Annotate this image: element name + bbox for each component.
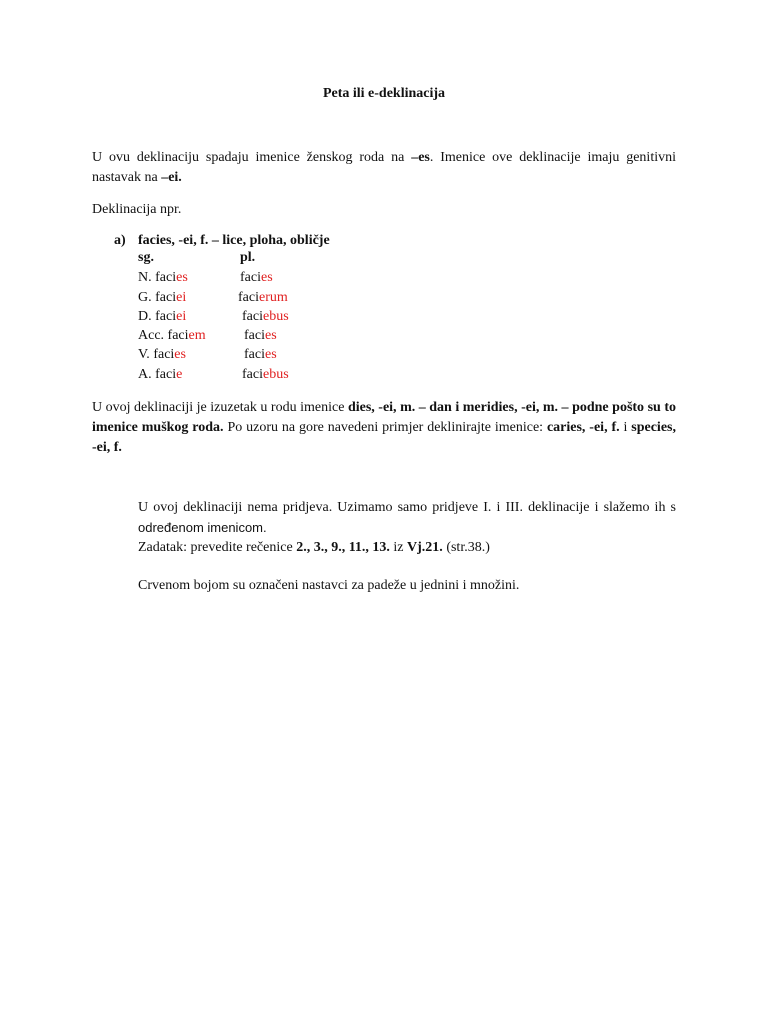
case-label: V. [138,347,150,362]
pl-ending: es [264,328,277,343]
adjectives-paragraph [138,498,676,539]
task-exercise: Vj.21. [407,540,443,555]
intro-text-2: . Imenice ove deklinacije imaju genitivni nastavak na [92,150,676,185]
col-sg-header: sg. [138,250,154,265]
sg-ending: es [176,270,188,285]
pl-stem: faci [238,290,259,305]
pl-ending: ebus [262,367,289,382]
exercise-noun-caries: caries, -ei, f. [546,420,620,435]
intro-ending-ei: –ei. [161,170,182,185]
pl-ending: ebus [262,309,289,324]
pl-ending: erum [258,290,288,305]
task-sentences: 2., 3., 9., 11., 13. [296,540,390,555]
exception-text-3: i [619,420,632,435]
exception-text-1: U ovoj deklinaciji je izuzetak u rodu imenice [92,400,348,415]
sg-stem: faci [155,270,177,285]
pl-stem: faci [244,328,265,343]
exception-paragraph [92,398,676,458]
task-text-1: Zadatak: prevedite rečenice [138,540,297,555]
sg-ending: ei [176,290,187,305]
intro-paragraph [92,148,676,188]
pl-stem: faci [242,367,263,382]
col-pl-header: pl. [240,250,256,265]
task-text-2: iz [389,540,408,555]
adjectives-text-1: U ovoj deklinaciji nema pridjeva. Uzimamo samo pridjeve I. i III. deklinacije i slažemo ih s [138,500,676,515]
pl-stem: faci [240,270,261,285]
task-paragraph [138,538,676,558]
pl-ending: es [264,347,277,362]
intro-ending-es: –es [411,150,430,165]
pl-ending: es [260,270,273,285]
exercise-noun-species: species, -ei, f. [92,420,676,455]
task-text-3: (str.38.) [442,540,490,555]
sg-ending: em [188,328,206,343]
adjectives-text-2: određenom imenicom. [138,520,267,535]
note-paragraph: Crvenom bojom su označeni nastavci za padeže u jednini i množini. [138,578,520,593]
sg-stem: faci [167,328,189,343]
case-label: D. [138,309,152,324]
sg-ending: e [176,367,183,382]
case-label: N. [138,270,152,285]
intro-text-1: U ovu deklinaciju spadaju imenice ženskog roda na [92,150,412,165]
sg-stem: faci [155,290,177,305]
sg-stem: faci [155,367,177,382]
case-label: Acc. [138,328,165,343]
case-label: A. [138,367,152,382]
pl-stem: faci [242,309,263,324]
list-marker: a) [114,233,126,248]
example-label: Deklinacija npr. [92,202,182,217]
page-title: Peta ili e-deklinacija [322,86,446,101]
pl-stem: faci [244,347,265,362]
sg-ending: ei [176,309,187,324]
declension-title: facies, -ei, f. – lice, ploha, obličje [138,233,330,248]
sg-stem: faci [155,309,177,324]
case-label: G. [138,290,152,305]
sg-ending: es [174,347,186,362]
exception-nouns: dies, -ei, m. – dan i meridies, -ei, m. – podne pošto su to imenice muškog roda. [92,400,676,435]
sg-stem: faci [153,347,175,362]
exception-text-2: Po uzoru na gore navedeni primjer deklinirajte imenice: [223,420,547,435]
